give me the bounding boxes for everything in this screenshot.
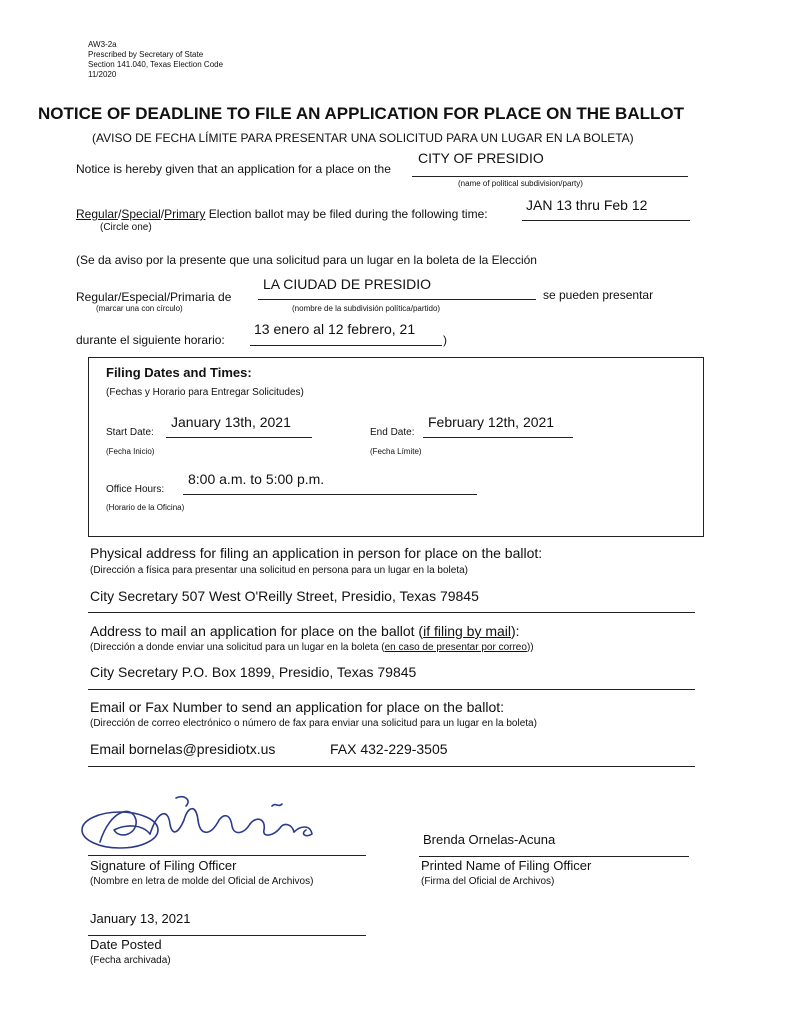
mail-address-label-es — [90, 642, 534, 653]
date-posted-label-es: (Fecha archivada) — [90, 955, 171, 966]
election-special[interactable]: Special — [121, 207, 161, 221]
email-fax-label: Email or Fax Number to send an application for place on the ballot: — [90, 699, 505, 715]
notice-es-types: Regular/Especial/Primaria de — [76, 290, 232, 304]
printed-name-es: (Firma del Oficial de Archivos) — [421, 876, 555, 887]
filing-heading-es: (Fechas y Horario para Entregar Solicitudes) — [106, 387, 304, 398]
handwritten-signature — [80, 790, 340, 860]
start-date-es: (Fecha Inicio) — [106, 447, 155, 456]
subdivision-es-caption: (nombre de la subdivisión política/partido) — [292, 304, 441, 313]
form-date: 11/2020 — [88, 70, 117, 79]
printed-name-value: Brenda Ornelas-Acuna — [423, 832, 556, 847]
fax-value: FAX 432-229-3505 — [330, 741, 448, 757]
mail-label-es-text: (Dirección a donde enviar una solicitud para un lugar en la boleta ( — [90, 642, 385, 653]
office-hours-es: (Horario de la Oficina) — [106, 503, 185, 512]
mail-label-text: Address to mail an application for place on the ballot ( — [90, 623, 424, 639]
notice-es-lead: (Se da aviso por la presente que una solicitud para un lugar en la boleta de la Elección — [76, 253, 537, 267]
office-hours-label: Office Hours: — [106, 484, 165, 495]
election-primary[interactable]: Primary — [164, 207, 206, 221]
end-date-label: End Date: — [370, 427, 415, 438]
mail-address-line — [88, 689, 695, 690]
signature-label-es: (Nombre en letra de molde del Oficial de Archivos) — [90, 876, 314, 887]
date-posted-value: January 13, 2021 — [90, 911, 191, 926]
filing-heading: Filing Dates and Times: — [106, 365, 252, 380]
start-date-line — [166, 437, 312, 438]
time-es-value: 13 enero al 12 febrero, 21 — [254, 321, 416, 337]
physical-address-line — [88, 612, 695, 613]
mail-label-underlined: if filing by mail — [423, 623, 512, 639]
physical-address-value: City Secretary 507 West O'Reilly Street, Presidio, Texas 79845 — [90, 588, 479, 604]
election-line: Regular/Special/Primary Election ballot may be filed during the following time: — [76, 207, 488, 221]
physical-address-label: Physical address for filing an application in person for place on the ballot: — [90, 545, 543, 561]
circle-es-caption: (marcar una con círculo) — [96, 304, 183, 313]
email-value: Email bornelas@presidiotx.us — [90, 741, 276, 757]
time-es-line — [250, 345, 442, 346]
time-window-line — [522, 220, 690, 221]
signature-label: Signature of Filing Officer — [90, 858, 237, 873]
mail-address-label — [90, 623, 520, 639]
office-hours-value: 8:00 a.m. to 5:00 p.m. — [188, 471, 325, 487]
office-hours-line — [183, 494, 477, 495]
subdivision-caption: (name of political subdivision/party) — [458, 179, 583, 188]
start-date-label: Start Date: — [106, 427, 154, 438]
date-posted-label: Date Posted — [90, 937, 162, 952]
notice-lead: Notice is hereby given that an application for a place on the — [76, 162, 391, 176]
form-id: AW3-2a — [88, 40, 117, 49]
email-fax-line — [88, 766, 695, 767]
subdivision-line — [412, 176, 688, 177]
printed-name-line — [419, 856, 689, 857]
time-window-value: JAN 13 thru Feb 12 — [526, 197, 648, 213]
form-header — [88, 40, 223, 80]
start-date-value: January 13th, 2021 — [171, 414, 291, 430]
page-title-es: (AVISO DE FECHA LÍMITE PARA PRESENTAR UNA SOLICITUD PARA UN LUGAR EN LA BOLETA) — [92, 131, 634, 145]
subdivision-es-line — [258, 299, 536, 300]
printed-name-label: Printed Name of Filing Officer — [421, 858, 592, 873]
election-rest: Election ballot may be filed during the following time: — [205, 207, 488, 221]
email-fax-label-es: (Dirección de correo electrónico o número de fax para enviar una solicitud para un lugar en la boleta) — [90, 718, 537, 729]
mail-address-value: City Secretary P.O. Box 1899, Presidio, Texas 79845 — [90, 664, 417, 680]
subdivision-value: CITY OF PRESIDIO — [418, 150, 544, 166]
prescribed-by: Prescribed by Secretary of State — [88, 50, 204, 59]
signature-line — [88, 855, 366, 856]
mail-label-end: ): — [511, 623, 520, 639]
election-regular[interactable]: Regular — [76, 207, 119, 221]
notice-es-tail: se pueden presentar — [543, 288, 654, 302]
circle-one: (Circle one) — [100, 222, 152, 233]
date-posted-line — [88, 935, 366, 936]
mail-label-es-underlined: en caso de presentar por correo — [384, 642, 527, 653]
end-date-es: (Fecha Límite) — [370, 447, 422, 456]
subdivision-es-value: LA CIUDAD DE PRESIDIO — [263, 276, 432, 292]
section-ref: Section 141.040, Texas Election Code — [88, 60, 224, 69]
physical-address-label-es: (Dirección a física para presentar una solicitud en persona para un lugar en la boleta) — [90, 565, 468, 576]
end-date-line — [423, 437, 573, 438]
end-date-value: February 12th, 2021 — [428, 414, 555, 430]
time-es-label: durante el siguiente horario: — [76, 333, 225, 347]
time-es-close: ) — [443, 333, 447, 347]
mail-label-es-end: )) — [526, 642, 534, 653]
page-title: NOTICE OF DEADLINE TO FILE AN APPLICATION FOR PLACE ON THE BALLOT — [38, 104, 684, 123]
